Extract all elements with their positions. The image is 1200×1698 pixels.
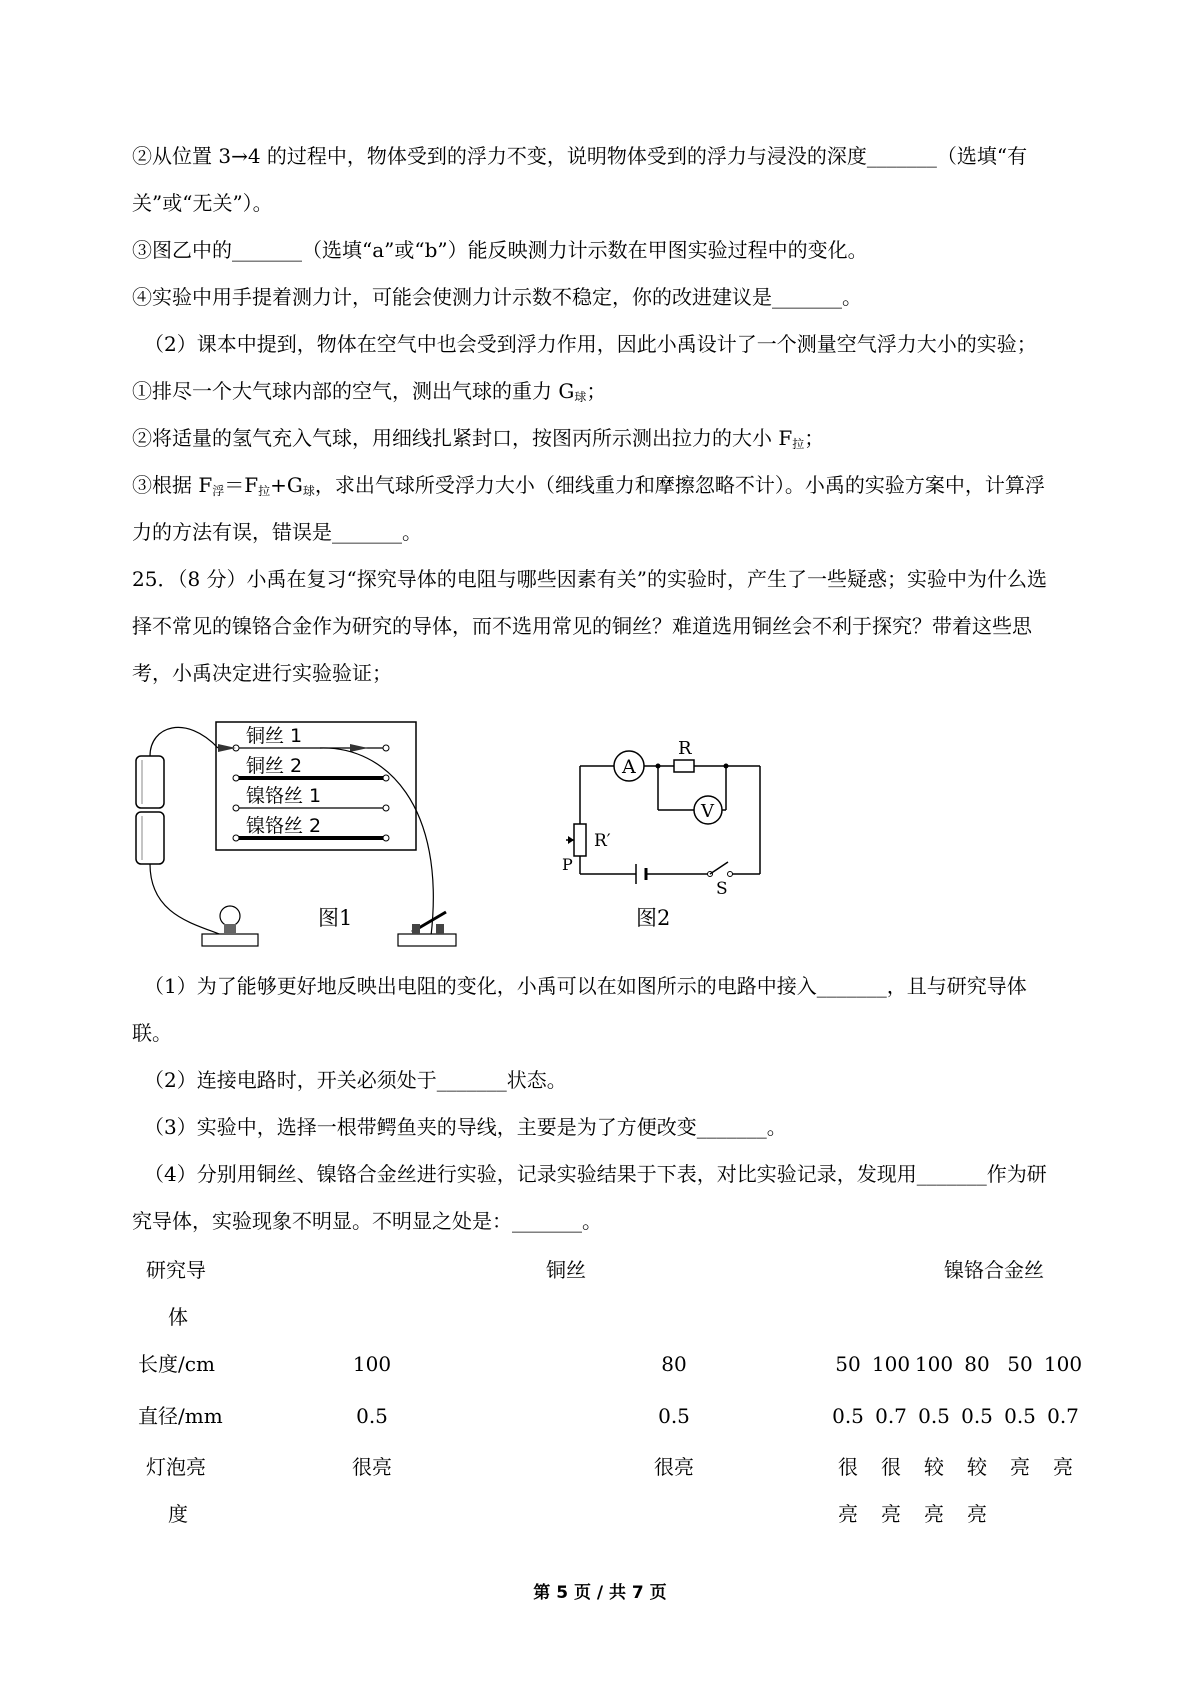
figure-1-apparatus — [136, 716, 436, 956]
table-cell: 亮 — [881, 1502, 901, 1526]
q25-part-1b: 联。 — [132, 1021, 172, 1045]
table-row-diameter-label: 直径/mm — [138, 1404, 223, 1428]
table-row-brightness-label: 灯泡亮 — [146, 1455, 206, 1479]
table-cell: 80 — [661, 1352, 687, 1376]
table-cell: 0.5 — [356, 1404, 388, 1428]
q24-line-1: ②从位置 3→4 的过程中，物体受到的浮力不变，说明物体受到的浮力与浸没的深度_______（选填“有 — [132, 144, 1028, 168]
wire-label-copper-1: 铜丝 1 — [246, 725, 303, 747]
voltmeter-label: V — [701, 801, 714, 822]
q24-line-8: ③根据 $F_浮=F_拉+G_球$，求出气球所受浮力大小（细线重力和摩擦忽略不计）。小禹的实验方案中，计算浮 — [132, 473, 1045, 498]
resistor-label: R — [678, 738, 692, 759]
battery-icon — [136, 756, 164, 864]
wire-label-nichrome-2: 镍铬丝 2 — [246, 815, 322, 837]
q25-part-4b: 究导体，实验现象不明显。不明显之处是：_______。 — [132, 1209, 602, 1233]
table-cell: 较 — [924, 1455, 944, 1479]
q25-line-3: 考，小禹决定进行实验验证； — [132, 661, 392, 685]
light-bulb-icon — [202, 906, 258, 946]
table-cell: 0.5 — [658, 1404, 690, 1428]
q24-line-9: 力的方法有误，错误是_______。 — [132, 520, 422, 544]
table-cell: 0.5 — [832, 1404, 864, 1428]
q25-part-3: （3）实验中，选择一根带鳄鱼夹的导线，主要是为了方便改变_______。 — [144, 1115, 787, 1139]
table-cell: 0.5 — [1004, 1404, 1036, 1428]
switch-icon — [398, 912, 456, 946]
wire-label-nichrome-1: 镍铬丝 1 — [246, 785, 322, 807]
table-cell: 亮 — [924, 1502, 944, 1526]
table-cell: 100 — [352, 1352, 392, 1376]
table-cell: 100 — [871, 1352, 911, 1376]
rheostat-icon — [574, 824, 586, 856]
switch-icon — [710, 862, 728, 874]
resistor-icon — [674, 760, 694, 772]
table-cell: 50 — [1007, 1352, 1033, 1376]
q25-line-2: 择不常见的镍铬合金作为研究的导体，而不选用常见的铜丝？难道选用铜丝会不利于探究？带着这些思 — [132, 614, 1032, 638]
table-row-length-label: 长度/cm — [138, 1352, 215, 1376]
table-cell: 很 — [838, 1455, 858, 1479]
figure-2-caption: 图2 — [636, 906, 671, 930]
table-cell: 亮 — [967, 1502, 987, 1526]
page-footer: 第 5 页 / 共 7 页 — [533, 1583, 667, 1603]
table-header-conductor-2: 体 — [168, 1305, 188, 1329]
q24-line-2: 关”或“无关”）。 — [132, 191, 273, 215]
table-cell: 较 — [967, 1455, 987, 1479]
table-cell: 很亮 — [352, 1455, 392, 1479]
table-row-brightness-label-2: 度 — [168, 1502, 188, 1526]
q25-part-2: （2）连接电路时，开关必须处于_______状态。 — [144, 1068, 567, 1092]
q25-part-1a: （1）为了能够更好地反映出电阻的变化，小禹可以在如图所示的电路中接入_______，且与研究导体 — [144, 974, 1027, 998]
q24-line-6: ①排尽一个大气球内部的空气，测出气球的重力 $G_球$； — [132, 379, 607, 404]
q24-line-7: ②将适量的氢气充入气球，用细线扎紧封口，按图丙所示测出拉力的大小 $F_拉$； — [132, 426, 825, 451]
table-cell: 亮 — [1053, 1455, 1073, 1479]
q24-line-5: （2）课本中提到，物体在空气中也会受到浮力作用，因此小禹设计了一个测量空气浮力大小的实验； — [144, 332, 1037, 356]
switch-label: S — [716, 879, 728, 899]
table-header-nichrome: 镍铬合金丝 — [944, 1258, 1044, 1282]
table-cell: 亮 — [1010, 1455, 1030, 1479]
table-header-conductor: 研究导 — [146, 1258, 206, 1282]
figure-1-caption: 图1 — [318, 906, 353, 930]
wire-label-copper-2: 铜丝 2 — [246, 755, 303, 777]
slider-label: P — [562, 855, 573, 874]
table-cell: 亮 — [838, 1502, 858, 1526]
q25-part-4a: （4）分别用铜丝、镍铬合金丝进行实验，记录实验结果于下表，对比实验记录，发现用_______作为研 — [144, 1162, 1047, 1186]
q25-line-1: 25．（8 分）小禹在复习“探究导体的电阻与哪些因素有关”的实验时，产生了一些疑惑；实验中为什么选 — [132, 567, 1047, 591]
table-cell: 很亮 — [654, 1455, 694, 1479]
table-cell: 50 — [835, 1352, 861, 1376]
table-header-copper: 铜丝 — [546, 1258, 586, 1282]
table-cell: 0.7 — [875, 1404, 907, 1428]
q24-line-3: ③图乙中的_______（选填“a”或“b”）能反映测力计示数在甲图实验过程中的变化。 — [132, 238, 868, 262]
table-cell: 很 — [881, 1455, 901, 1479]
table-cell: 0.5 — [918, 1404, 950, 1428]
table-cell: 100 — [914, 1352, 954, 1376]
ammeter-label: A — [622, 756, 636, 778]
q24-line-4: ④实验中用手提着测力计，可能会使测力计示数不稳定，你的改进建议是_______。 — [132, 285, 862, 309]
table-cell: 0.7 — [1047, 1404, 1079, 1428]
table-cell: 80 — [964, 1352, 990, 1376]
table-cell: 100 — [1043, 1352, 1083, 1376]
table-cell: 0.5 — [961, 1404, 993, 1428]
figure-2-circuit — [562, 738, 806, 899]
rheostat-label: R′ — [594, 831, 611, 851]
